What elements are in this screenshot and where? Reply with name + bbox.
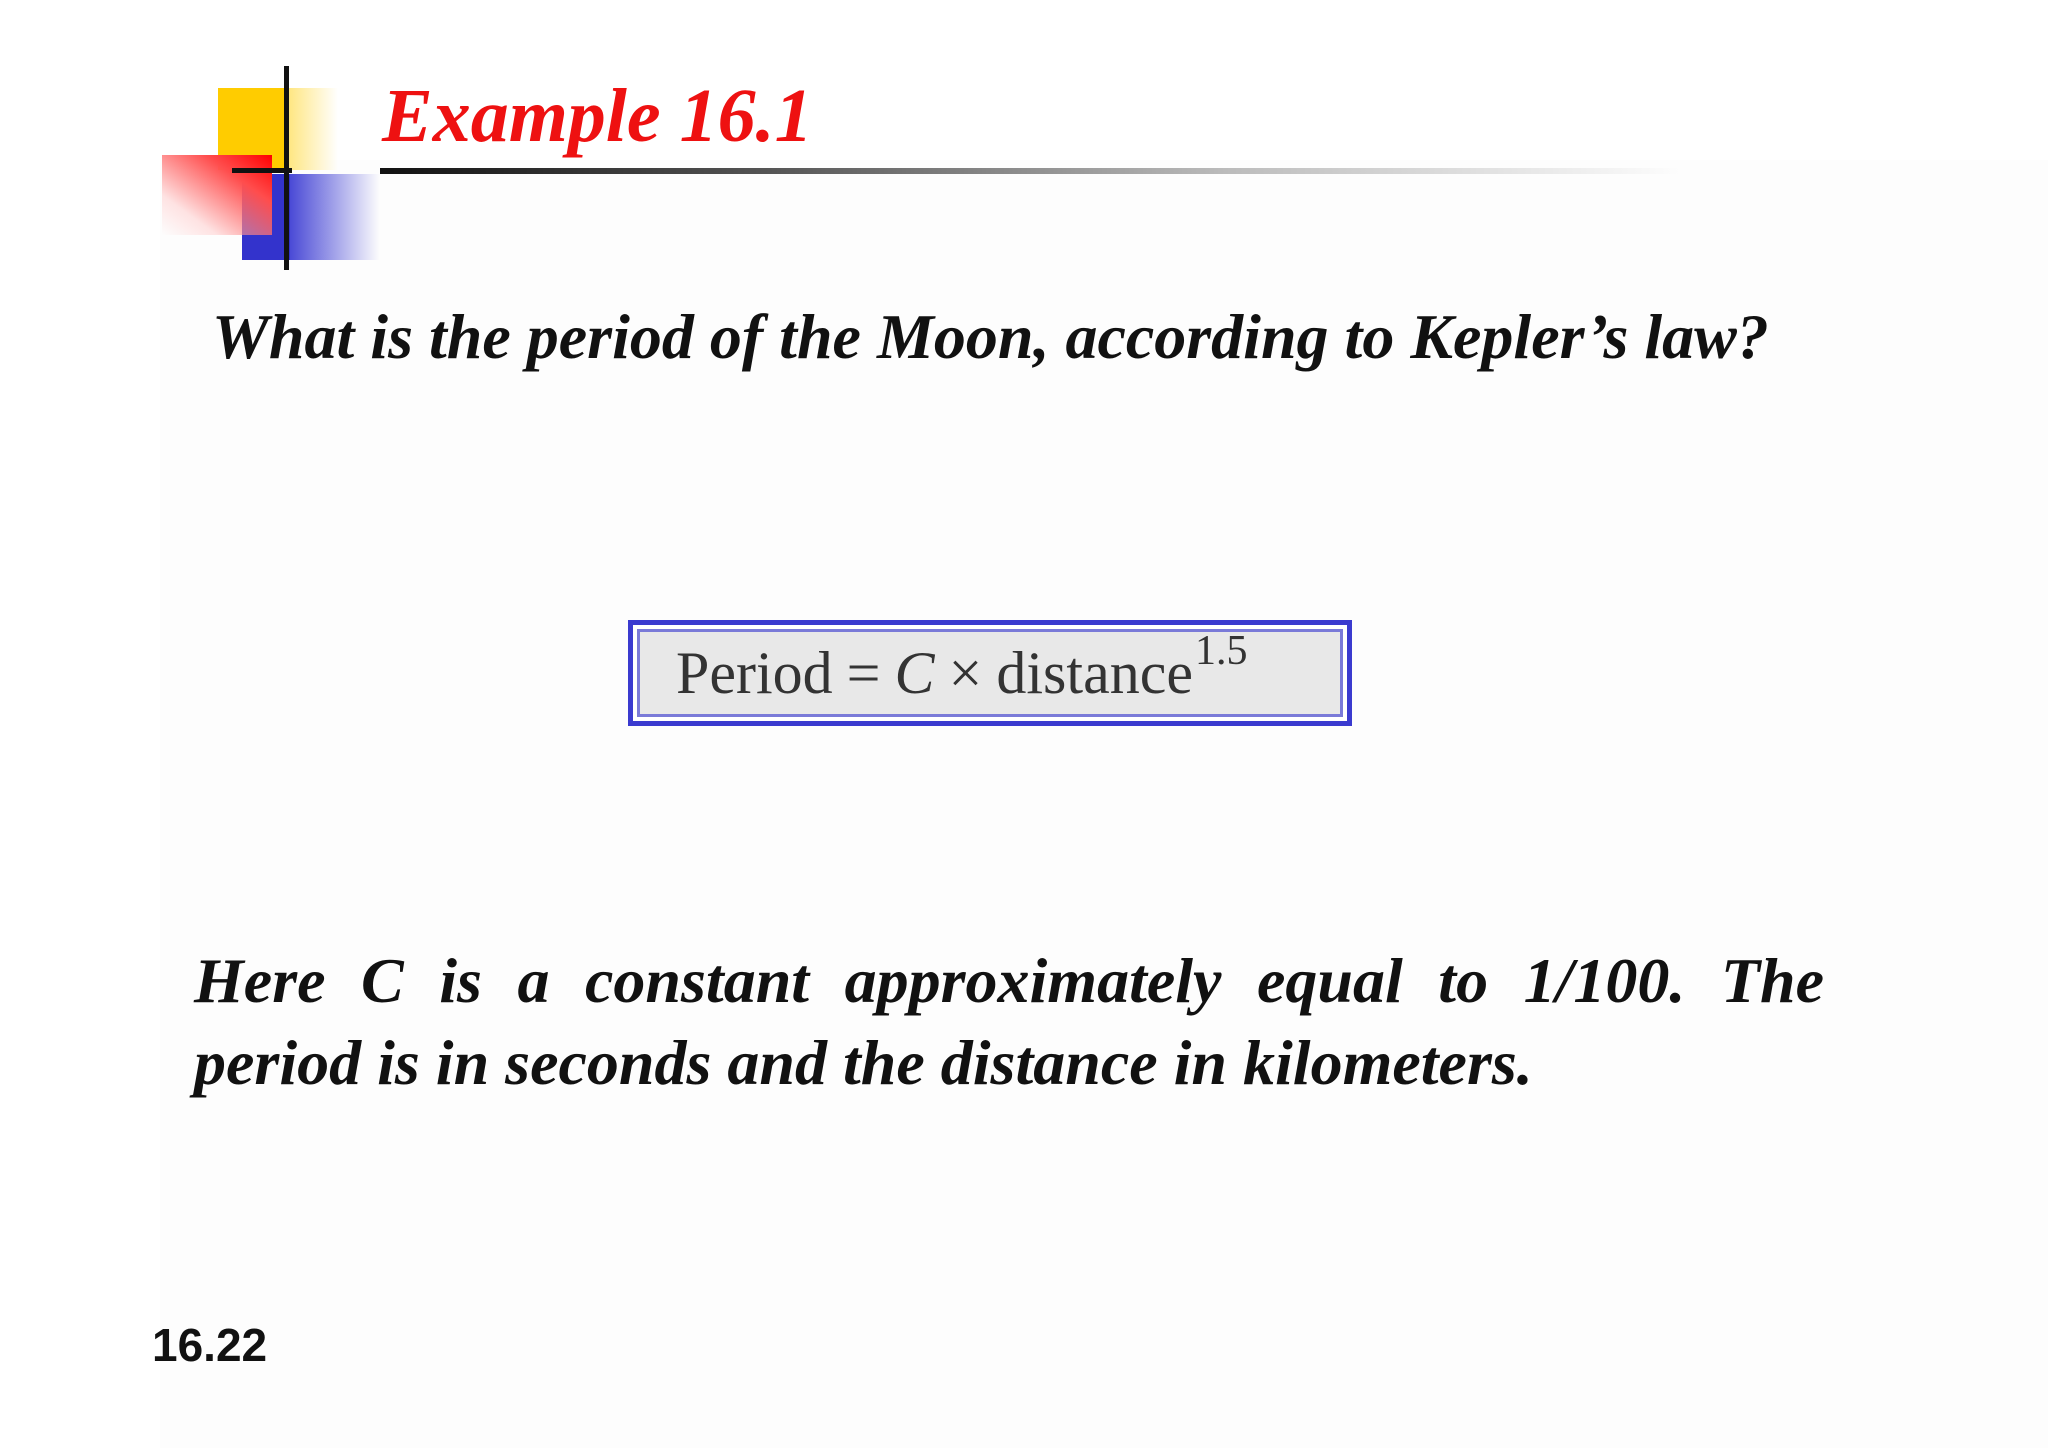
note-text: Here C is a constant approximately equal to 1/100. The period is in seconds and the distance in kilometers. xyxy=(194,945,1824,1098)
formula xyxy=(637,629,1343,717)
logo-blue-fade xyxy=(290,174,380,260)
formula-box xyxy=(628,620,1352,726)
formula-variable: distance xyxy=(996,639,1193,706)
question-text: What is the period of the Moon, according to Kepler’s law? xyxy=(212,301,1769,372)
title-divider xyxy=(380,168,1680,174)
formula-constant: C xyxy=(894,639,935,706)
slide-title: Example 16.1 xyxy=(382,74,813,158)
formula-exponent: 1.5 xyxy=(1194,628,1248,674)
page-number: 16.22 xyxy=(152,1319,268,1371)
formula-times: × xyxy=(948,639,983,706)
logo-red-square xyxy=(162,155,272,235)
logo-yellow-fade xyxy=(288,88,338,170)
formula-lhs: Period xyxy=(676,639,833,706)
formula-equals: = xyxy=(846,639,881,706)
slide-logo xyxy=(0,0,420,280)
logo-horizontal-line xyxy=(232,168,292,173)
